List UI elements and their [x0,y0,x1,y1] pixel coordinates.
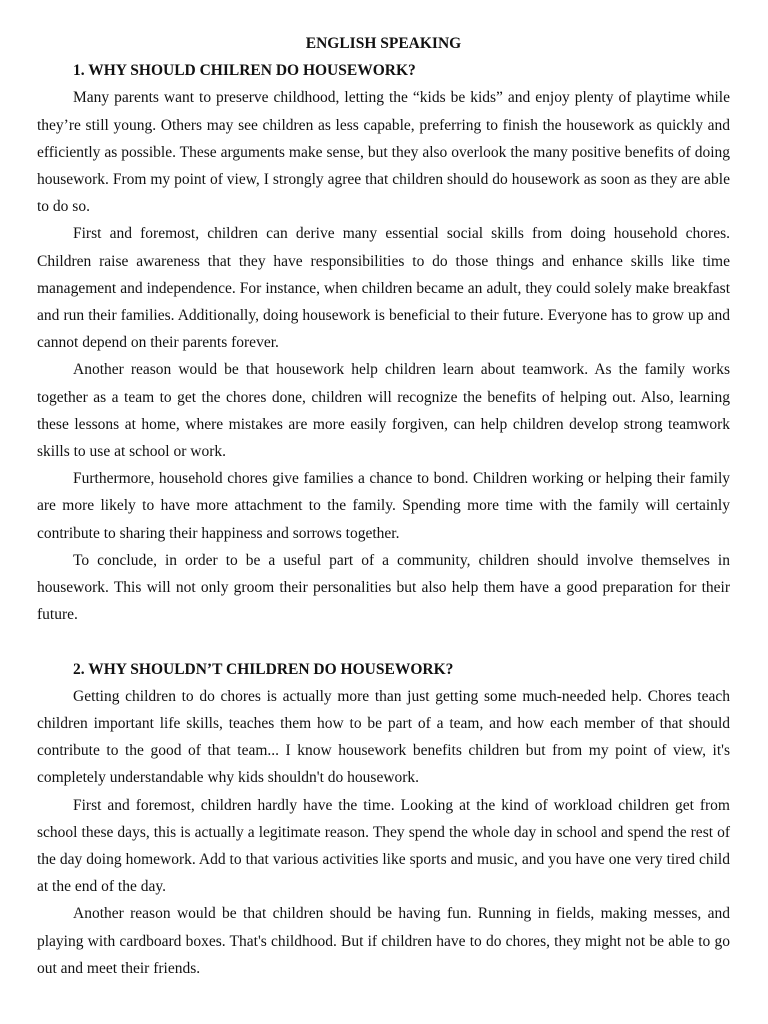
section-2 [37,656,730,982]
section-1-heading: 1. WHY SHOULD CHILREN DO HOUSEWORK? [73,62,416,80]
section-2-paragraph-3: Another reason would be that children should be having fun. Running in fields, making messes, and playing with cardboard boxes. That's childhood. But if children have to do chores, they might not be able to go out and meet their friends. [37,905,730,977]
section-2-paragraph-1: Getting children to do chores is actually more than just getting some much-needed help. Chores teach children important life skills, teaches them how to be part of a team, and how each member of that should contribute to the good of that team... I know housework benefits children but from my point of view, it's completely understandable why kids shouldn't do housework. [37,687,730,787]
section-1-paragraph-1: Many parents want to preserve childhood, letting the “kids be kids” and enjoy plenty of playtime while they’re still young. Others may see children as less capable, preferring to finish the housework as quickly and efficiently as possible. These arguments make sense, but they also overlook the many positive benefits of doing housework. From my point of view, I strongly agree that children should do housework as soon as they are able to do so. [37,89,730,216]
document-body [37,30,730,982]
section-1-paragraph-3: Another reason would be that housework help children learn about teamwork. As the family works together as a team to get the chores done, children will recognize the benefits of helping out. Also, learning these lessons at home, where mistakes are more easily forgiven, can help children develop strong teamwork skills to use at school or work. [37,361,730,461]
section-1-paragraph-4: Furthermore, household chores give families a chance to bond. Children working or helping their family are more likely to have more attachment to the family. Spending more time with the family will certainly contribute to sharing their happiness and sorrows together. [37,470,730,542]
section-spacer [37,628,730,655]
section-1 [37,57,730,628]
section-2-heading: 2. WHY SHOULDN’T CHILDREN DO HOUSEWORK? [73,660,454,678]
document-title: ENGLISH SPEAKING [305,35,462,52]
section-2-paragraph-2: First and foremost, children hardly have the time. Looking at the kind of workload children get from school these days, this is actually a legitimate reason. They spend the whole day in school and spend the rest of the day doing homework. Add to that various activities like sports and music, and you have one very tired child at the end of the day. [37,796,730,896]
section-1-paragraph-5: To conclude, in order to be a useful part of a community, children should involve themselves in housework. This will not only groom their personalities but also help them have a good preparation for their future. [37,551,730,624]
section-1-paragraph-2: First and foremost, children can derive many essential social skills from doing household chores. Children raise awareness that they have responsibilities to do those things and enhance skills like time management and independence. For instance, when children became an adult, they could solely make breakfast and run their families. Additionally, doing housework is beneficial to their future. Everyone has to grow up and cannot depend on their parents forever. [37,225,730,352]
